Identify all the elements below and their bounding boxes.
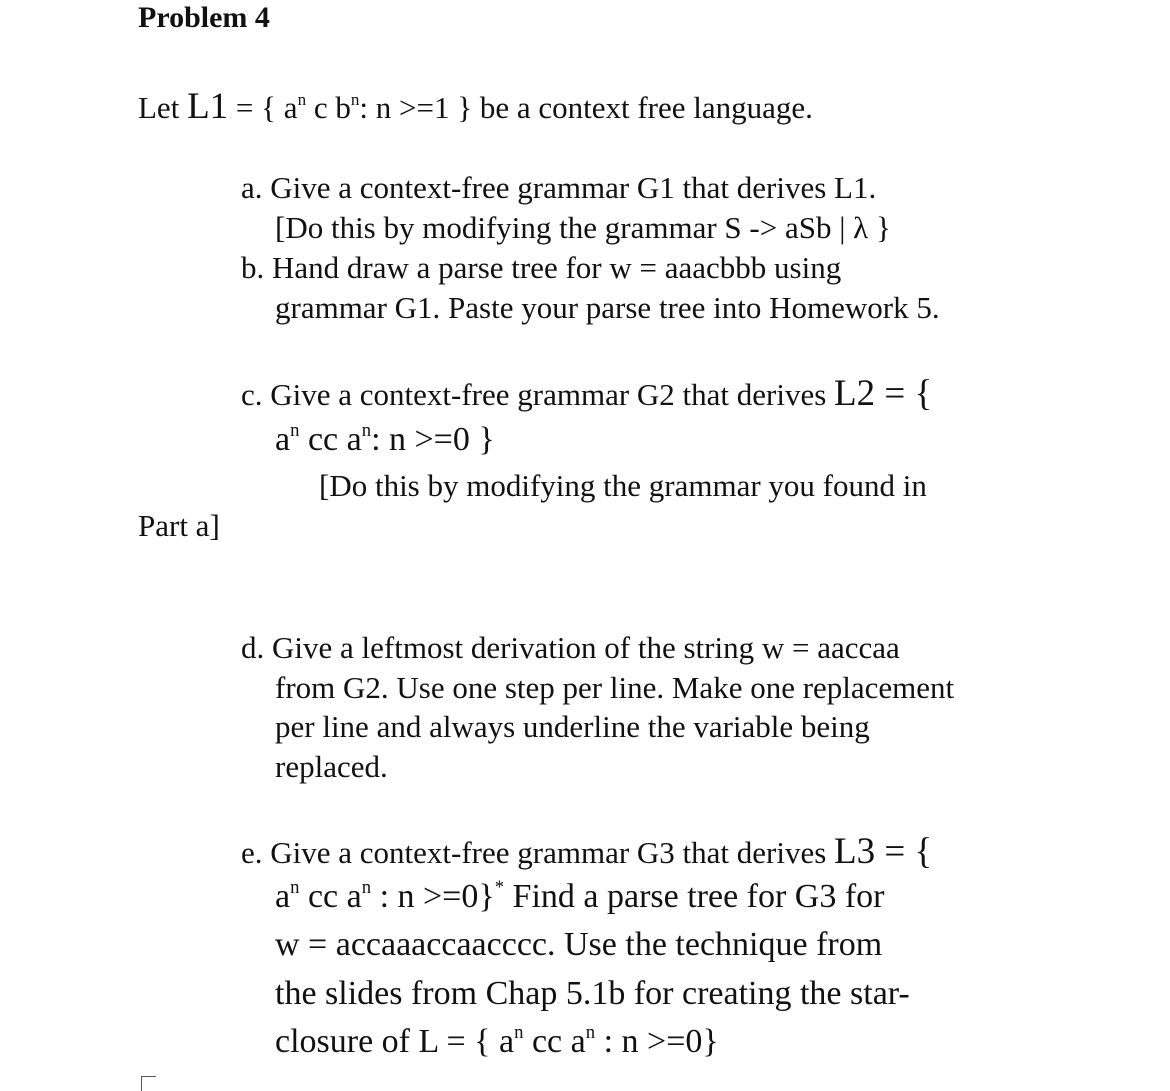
part-e-line-2 [275,876,885,915]
e5-end: : n >=0} [595,1023,719,1060]
part-d-line-3: per line and always underline the variable being [275,709,870,744]
e2-end: Find a parse tree for G3 for [504,878,885,915]
e2-sup-n2: n [361,876,372,898]
intro-cond: : n >=1 [359,90,450,125]
c2-sup-n: n [290,419,300,441]
intro-tail: be a context free language. [479,90,813,125]
intro-a: a [283,90,298,125]
part-c-line-2 [275,419,495,458]
e5-sup-n2: n [585,1021,596,1043]
part-c-language: L2 = { [834,373,933,414]
e2-mid: cc a [299,878,362,915]
e5-sup-n: n [514,1021,524,1043]
part-e-line-5 [275,1021,719,1060]
c2-a: a [275,421,291,458]
e5-mid: cc a [523,1023,586,1060]
part-d-line-2: from G2. Use one step per line. Make one replacement [275,670,955,705]
e2-mid2: : n >=0} [371,878,495,915]
e2-a: a [275,878,291,915]
part-d-line-1: d. Give a leftmost derivation of the string w = aaccaa [241,630,900,665]
part-c-text: c. Give a context-free grammar G2 that derives [241,377,835,412]
part-e-text: e. Give a context-free grammar G3 that derives [241,835,835,870]
e5-a: closure of L = { a [275,1023,515,1060]
part-b-line-2: grammar G1. Paste your parse tree into Homework 5. [275,290,940,325]
part-d-line-4: replaced. [275,749,388,784]
intro-language: L1 [187,86,229,127]
part-e-line-4: the slides from Chap 5.1b for creating the star- [275,975,910,1012]
intro-sup-n: n [297,90,307,110]
page-title: Problem 4 [138,1,270,34]
intro-let: Let [138,90,180,125]
e2-sup-n: n [290,876,300,898]
part-c-line-4: Part a] [138,508,220,543]
c2-mid: cc a [299,421,362,458]
intro-sup-n2: n [350,90,360,110]
part-e-language: L3 = { [834,831,933,872]
page-corner-mark [141,1076,156,1091]
intro-cb: c b [313,90,351,125]
c2-sup-n2: n [361,419,372,441]
intro-eq: = [235,90,254,125]
part-c-line-3: [Do this by modifying the grammar you found in [319,468,927,503]
c2-end: : n >=0 } [371,421,495,458]
e2-star: * [494,876,505,898]
part-e-line-3: w = accaaaccaacccc. Use the technique from [275,926,883,963]
part-c-line-1 [241,375,932,412]
intro-close-brace: } [457,90,473,125]
part-a-line-2: [Do this by modifying the grammar S -> aSb | λ } [275,210,891,245]
part-e-line-1 [241,833,932,870]
part-a-line-1: a. Give a context-free grammar G1 that derives L1. [241,170,877,205]
part-b-line-1: b. Hand draw a parse tree for w = aaacbbb using [241,250,842,285]
intro-line [138,88,813,125]
intro-open-brace: { [261,90,277,125]
